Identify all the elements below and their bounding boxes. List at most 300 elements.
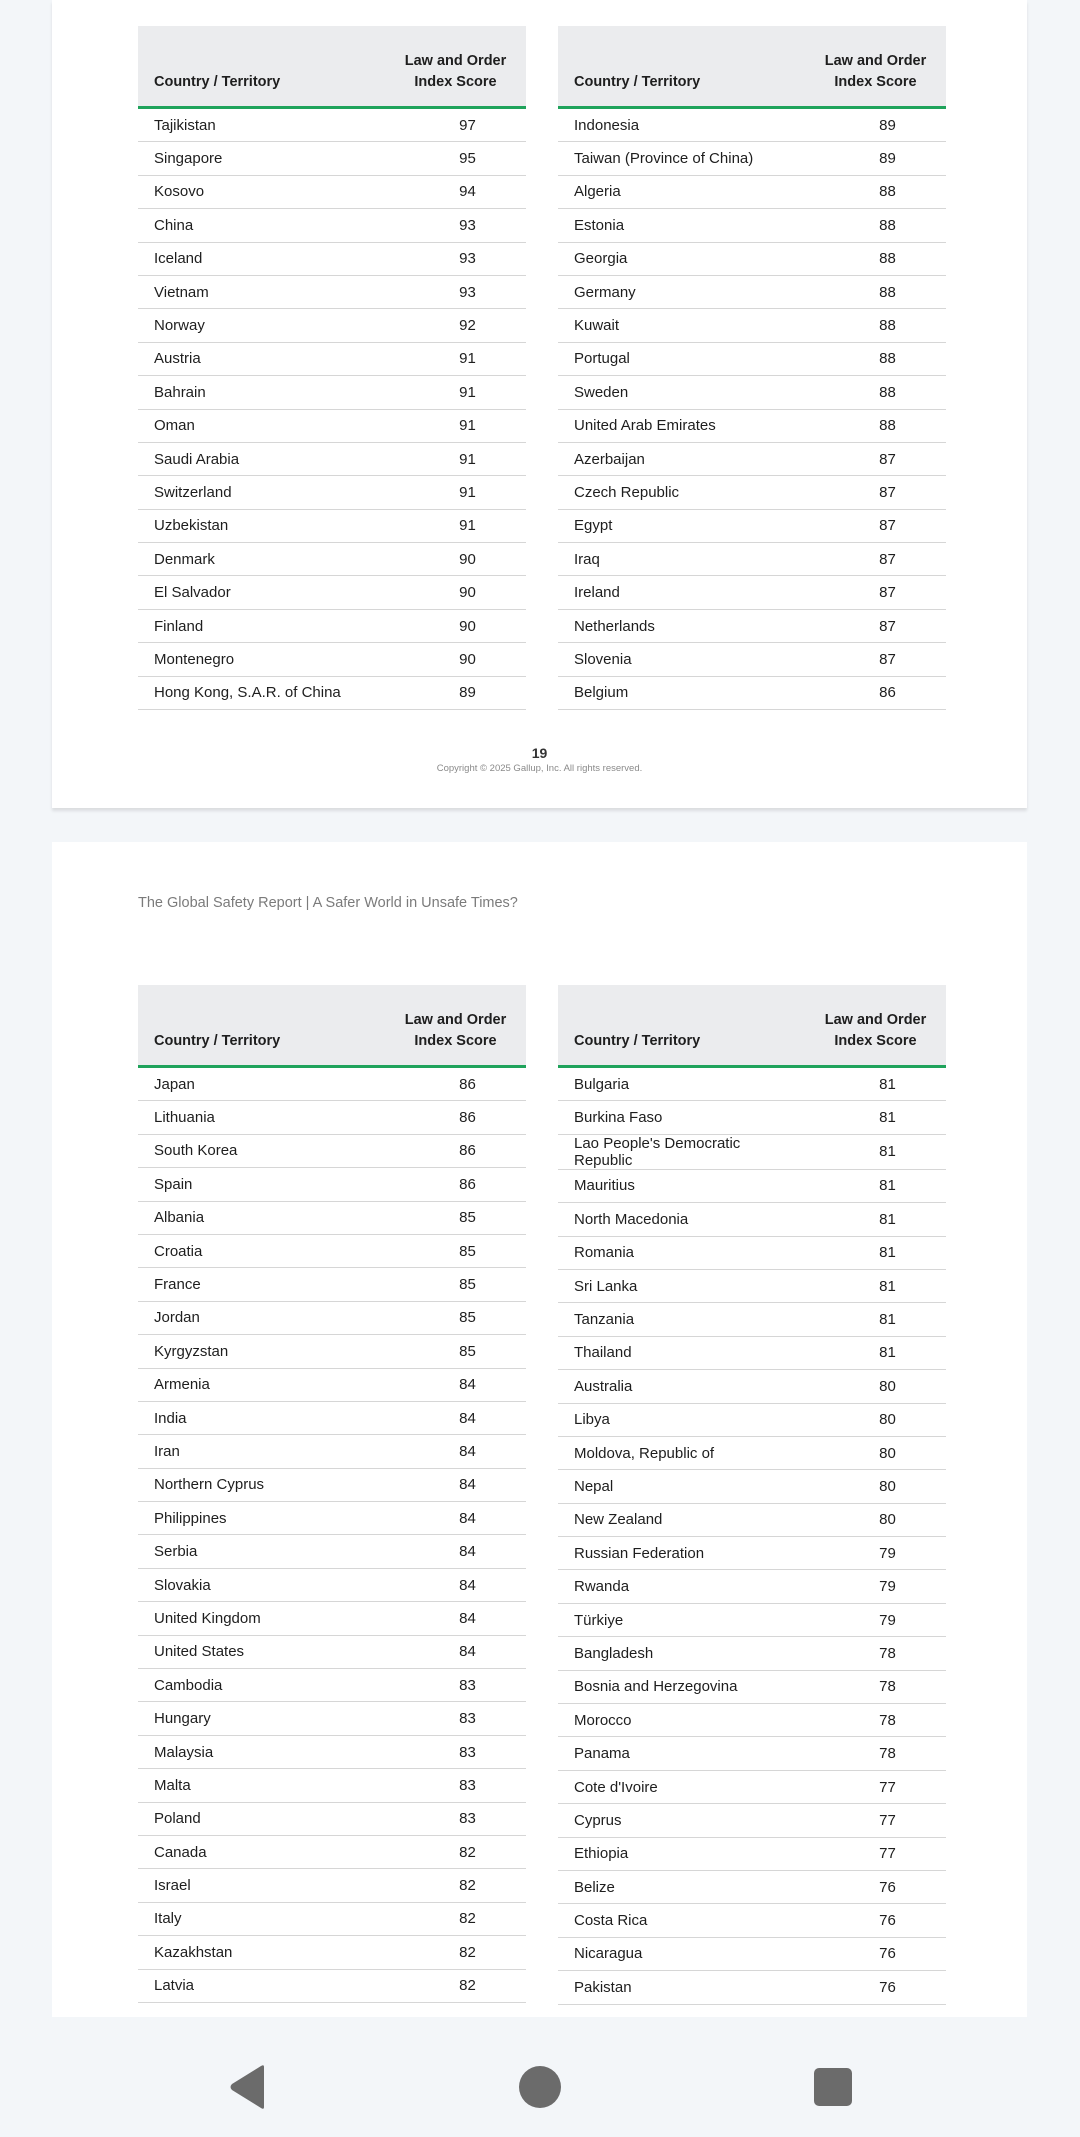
- back-button[interactable]: [220, 2057, 280, 2117]
- score-cell: 82: [385, 1869, 526, 1902]
- score-cell: 88: [805, 275, 946, 308]
- table-row: [558, 1336, 946, 1369]
- table-row: [138, 442, 526, 475]
- table-row: [138, 342, 526, 375]
- score-cell: 88: [805, 309, 946, 342]
- score-cell: 93: [385, 275, 526, 308]
- table-row: [138, 1234, 526, 1267]
- score-cell: 84: [385, 1468, 526, 1501]
- score-cell: 82: [385, 1835, 526, 1868]
- country-cell: Taiwan (Province of China): [558, 142, 805, 175]
- table-header-row: [138, 985, 526, 1067]
- table-row: [558, 1603, 946, 1636]
- table-row: [138, 1802, 526, 1835]
- score-cell: 89: [805, 142, 946, 175]
- country-cell: Jordan: [138, 1301, 385, 1334]
- country-cell: Canada: [138, 1835, 385, 1868]
- score-cell: 84: [385, 1435, 526, 1468]
- table-row: [558, 1503, 946, 1536]
- country-cell: Latvia: [138, 1969, 385, 2002]
- table-row: [138, 309, 526, 342]
- country-cell: Czech Republic: [558, 476, 805, 509]
- home-circle-icon: [510, 2057, 570, 2117]
- country-cell: Algeria: [558, 175, 805, 208]
- table-row: [138, 676, 526, 709]
- score-cell: 78: [805, 1737, 946, 1770]
- table-row: [138, 108, 526, 142]
- page-number: 19: [531, 745, 548, 761]
- country-cell: Japan: [138, 1067, 385, 1101]
- table-row: [138, 576, 526, 609]
- country-cell: Belgium: [558, 676, 805, 709]
- table-row: [138, 509, 526, 542]
- score-cell: 84: [385, 1568, 526, 1601]
- country-cell: Germany: [558, 275, 805, 308]
- table-row: [558, 175, 946, 208]
- table-row: [138, 643, 526, 676]
- score-cell: 87: [805, 643, 946, 676]
- country-cell: France: [138, 1268, 385, 1301]
- score-cell: 86: [385, 1101, 526, 1134]
- table-row: [138, 1969, 526, 2002]
- score-cell: 95: [385, 142, 526, 175]
- score-cell: 82: [385, 1902, 526, 1935]
- table-row: [138, 1301, 526, 1334]
- country-cell: New Zealand: [558, 1503, 805, 1536]
- scores-table-right: [558, 985, 946, 2005]
- score-cell: 81: [805, 1134, 946, 1169]
- country-cell: Uzbekistan: [138, 509, 385, 542]
- score-cell: 80: [805, 1403, 946, 1436]
- country-cell: Spain: [138, 1168, 385, 1201]
- table-row: [558, 1670, 946, 1703]
- table-row: [558, 1470, 946, 1503]
- country-cell: Bangladesh: [558, 1637, 805, 1670]
- scores-table-right: [558, 26, 946, 710]
- score-cell: 81: [805, 1336, 946, 1369]
- score-cell: 81: [805, 1236, 946, 1269]
- table-row: [138, 543, 526, 576]
- country-cell: Türkiye: [558, 1603, 805, 1636]
- country-cell: Azerbaijan: [558, 442, 805, 475]
- country-cell: Australia: [558, 1370, 805, 1403]
- table-row: [558, 1937, 946, 1970]
- country-cell: Northern Cyprus: [138, 1468, 385, 1501]
- score-cell: 86: [385, 1168, 526, 1201]
- table-row: [558, 442, 946, 475]
- table-row: [138, 1902, 526, 1935]
- score-cell: 83: [385, 1702, 526, 1735]
- country-cell: Costa Rica: [558, 1904, 805, 1937]
- country-cell: Kuwait: [558, 309, 805, 342]
- table-row: [558, 643, 946, 676]
- table-row: [558, 209, 946, 242]
- country-cell: China: [138, 209, 385, 242]
- country-cell: Slovakia: [138, 1568, 385, 1601]
- table-row: [558, 676, 946, 709]
- table-header-row: [558, 985, 946, 1067]
- table-row: [138, 409, 526, 442]
- table-row: [138, 1101, 526, 1134]
- country-cell: Cote d'Ivoire: [558, 1770, 805, 1803]
- score-cell: 81: [805, 1269, 946, 1302]
- country-cell: Belize: [558, 1870, 805, 1903]
- score-cell: 82: [385, 1969, 526, 2002]
- score-cell: 92: [385, 309, 526, 342]
- country-cell: Vietnam: [138, 275, 385, 308]
- score-cell: 81: [805, 1203, 946, 1236]
- country-cell: Nicaragua: [558, 1937, 805, 1970]
- score-cell: 84: [385, 1535, 526, 1568]
- table-row: [558, 1537, 946, 1570]
- score-cell: 84: [385, 1502, 526, 1535]
- table-row: [138, 1268, 526, 1301]
- table-row: [138, 1201, 526, 1234]
- country-cell: Burkina Faso: [558, 1101, 805, 1134]
- report-page-19: [52, 0, 1027, 808]
- table-row: [138, 275, 526, 308]
- table-row: [138, 1702, 526, 1735]
- table-header-row: [558, 26, 946, 108]
- column-header-score: Law and Order Index Score: [805, 26, 946, 108]
- copyright-notice: Copyright © 2025 Gallup, Inc. All rights reserved.: [436, 763, 643, 774]
- country-cell: Malta: [138, 1769, 385, 1802]
- country-cell: Mauritius: [558, 1169, 805, 1202]
- country-cell: Armenia: [138, 1368, 385, 1401]
- table-row: [138, 1502, 526, 1535]
- country-cell: Poland: [138, 1802, 385, 1835]
- table-row: [558, 1804, 946, 1837]
- column-header-country: Country / Territory: [138, 985, 385, 1067]
- country-cell: Ethiopia: [558, 1837, 805, 1870]
- table-row: [138, 1134, 526, 1167]
- country-cell: Singapore: [138, 142, 385, 175]
- score-cell: 77: [805, 1770, 946, 1803]
- table-row: [558, 1737, 946, 1770]
- score-cell: 79: [805, 1603, 946, 1636]
- country-cell: Iceland: [138, 242, 385, 275]
- recents-button[interactable]: [803, 2057, 863, 2117]
- score-cell: 77: [805, 1837, 946, 1870]
- score-cell: 82: [385, 1936, 526, 1969]
- country-cell: Kyrgyzstan: [138, 1335, 385, 1368]
- country-cell: Serbia: [138, 1535, 385, 1568]
- country-cell: Croatia: [138, 1234, 385, 1267]
- table-row: [558, 309, 946, 342]
- table-row: [138, 1535, 526, 1568]
- score-cell: 83: [385, 1769, 526, 1802]
- score-cell: 76: [805, 1870, 946, 1903]
- score-cell: 76: [805, 1904, 946, 1937]
- score-cell: 88: [805, 209, 946, 242]
- country-cell: Austria: [138, 342, 385, 375]
- country-cell: Norway: [138, 309, 385, 342]
- country-cell: Israel: [138, 1869, 385, 1902]
- score-cell: 90: [385, 609, 526, 642]
- score-cell: 91: [385, 409, 526, 442]
- score-cell: 91: [385, 376, 526, 409]
- column-header-score: Law and Order Index Score: [805, 985, 946, 1067]
- country-cell: Denmark: [138, 543, 385, 576]
- table-row: [558, 1236, 946, 1269]
- table-row: [558, 1169, 946, 1202]
- country-cell: Bosnia and Herzegovina: [558, 1670, 805, 1703]
- table-row: [558, 1971, 946, 2004]
- score-cell: 80: [805, 1470, 946, 1503]
- home-button[interactable]: [510, 2057, 570, 2117]
- table-row: [138, 1769, 526, 1802]
- score-cell: 85: [385, 1234, 526, 1267]
- score-cell: 76: [805, 1971, 946, 2004]
- score-cell: 91: [385, 509, 526, 542]
- table-row: [558, 1570, 946, 1603]
- scores-table-left: [138, 26, 526, 710]
- table-row: [138, 1602, 526, 1635]
- report-page-20: [52, 842, 1027, 2017]
- score-cell: 78: [805, 1670, 946, 1703]
- score-cell: 88: [805, 175, 946, 208]
- score-cell: 87: [805, 509, 946, 542]
- table-row: [558, 1067, 946, 1101]
- country-cell: Portugal: [558, 342, 805, 375]
- country-cell: Sri Lanka: [558, 1269, 805, 1302]
- score-cell: 93: [385, 209, 526, 242]
- table-row: [558, 576, 946, 609]
- score-cell: 88: [805, 242, 946, 275]
- table-row: [138, 1568, 526, 1601]
- score-cell: 87: [805, 442, 946, 475]
- country-cell: North Macedonia: [558, 1203, 805, 1236]
- table-row: [558, 1904, 946, 1937]
- column-header-country: Country / Territory: [558, 985, 805, 1067]
- country-cell: Switzerland: [138, 476, 385, 509]
- country-cell: Hungary: [138, 1702, 385, 1735]
- scores-table-left: [138, 985, 526, 2003]
- score-cell: 80: [805, 1503, 946, 1536]
- country-cell: Tajikistan: [138, 108, 385, 142]
- table-row: [138, 1368, 526, 1401]
- table-row: [558, 376, 946, 409]
- score-cell: 91: [385, 476, 526, 509]
- country-cell: Romania: [558, 1236, 805, 1269]
- country-cell: Italy: [138, 1902, 385, 1935]
- column-header-country: Country / Territory: [138, 26, 385, 108]
- country-cell: Lao People's Democratic Republic: [558, 1134, 805, 1169]
- score-cell: 86: [385, 1134, 526, 1167]
- country-cell: Iraq: [558, 543, 805, 576]
- table-row: [138, 1835, 526, 1868]
- country-cell: Libya: [558, 1403, 805, 1436]
- table-row: [138, 1401, 526, 1434]
- country-cell: Panama: [558, 1737, 805, 1770]
- country-cell: Russian Federation: [558, 1537, 805, 1570]
- score-cell: 85: [385, 1201, 526, 1234]
- table-row: [558, 543, 946, 576]
- table-row: [558, 1134, 946, 1169]
- table-row: [138, 142, 526, 175]
- country-cell: Hong Kong, S.A.R. of China: [138, 676, 385, 709]
- table-row: [558, 409, 946, 442]
- country-cell: South Korea: [138, 1134, 385, 1167]
- back-triangle-icon: [220, 2057, 280, 2117]
- country-cell: Saudi Arabia: [138, 442, 385, 475]
- country-cell: Estonia: [558, 209, 805, 242]
- score-cell: 77: [805, 1804, 946, 1837]
- table-row: [558, 1637, 946, 1670]
- country-cell: Kazakhstan: [138, 1936, 385, 1969]
- country-cell: Thailand: [558, 1336, 805, 1369]
- country-cell: Rwanda: [558, 1570, 805, 1603]
- table-row: [558, 1203, 946, 1236]
- score-cell: 86: [385, 1067, 526, 1101]
- score-cell: 87: [805, 609, 946, 642]
- country-cell: Albania: [138, 1201, 385, 1234]
- score-cell: 79: [805, 1537, 946, 1570]
- table-row: [138, 1168, 526, 1201]
- table-row: [558, 342, 946, 375]
- score-cell: 89: [805, 108, 946, 142]
- table-row: [558, 142, 946, 175]
- table-row: [138, 609, 526, 642]
- score-cell: 76: [805, 1937, 946, 1970]
- country-cell: Egypt: [558, 509, 805, 542]
- score-cell: 88: [805, 342, 946, 375]
- score-cell: 88: [805, 376, 946, 409]
- country-cell: Cambodia: [138, 1669, 385, 1702]
- score-cell: 78: [805, 1637, 946, 1670]
- table-row: [138, 1635, 526, 1668]
- score-cell: 86: [805, 676, 946, 709]
- column-header-score: Law and Order Index Score: [385, 26, 526, 108]
- table-row: [558, 509, 946, 542]
- country-cell: Netherlands: [558, 609, 805, 642]
- country-cell: Finland: [138, 609, 385, 642]
- country-cell: Pakistan: [558, 1971, 805, 2004]
- score-cell: 81: [805, 1169, 946, 1202]
- column-header-country: Country / Territory: [558, 26, 805, 108]
- score-cell: 87: [805, 543, 946, 576]
- score-cell: 84: [385, 1602, 526, 1635]
- country-cell: El Salvador: [138, 576, 385, 609]
- score-cell: 83: [385, 1802, 526, 1835]
- country-cell: Iran: [138, 1435, 385, 1468]
- country-cell: Slovenia: [558, 643, 805, 676]
- table-row: [138, 1669, 526, 1702]
- table-row: [138, 1735, 526, 1768]
- score-cell: 94: [385, 175, 526, 208]
- country-cell: Oman: [138, 409, 385, 442]
- country-cell: Tanzania: [558, 1303, 805, 1336]
- table-row: [558, 1303, 946, 1336]
- score-cell: 89: [385, 676, 526, 709]
- score-cell: 88: [805, 409, 946, 442]
- table-row: [558, 1269, 946, 1302]
- country-cell: Moldova, Republic of: [558, 1436, 805, 1469]
- recents-square-icon: [803, 2057, 863, 2117]
- table-row: [138, 1067, 526, 1101]
- android-navigation-bar: [0, 2017, 1080, 2137]
- score-cell: 90: [385, 643, 526, 676]
- table-row: [558, 1370, 946, 1403]
- country-cell: Nepal: [558, 1470, 805, 1503]
- table-header-row: [138, 26, 526, 108]
- table-row: [558, 1101, 946, 1134]
- country-cell: Malaysia: [138, 1735, 385, 1768]
- table-row: [558, 609, 946, 642]
- score-cell: 80: [805, 1436, 946, 1469]
- table-row: [558, 476, 946, 509]
- country-cell: Kosovo: [138, 175, 385, 208]
- table-row: [558, 1837, 946, 1870]
- table-row: [138, 242, 526, 275]
- table-row: [558, 108, 946, 142]
- country-cell: Bulgaria: [558, 1067, 805, 1101]
- country-cell: Indonesia: [558, 108, 805, 142]
- country-cell: Cyprus: [558, 1804, 805, 1837]
- country-cell: Georgia: [558, 242, 805, 275]
- score-cell: 78: [805, 1704, 946, 1737]
- score-cell: 81: [805, 1303, 946, 1336]
- score-cell: 87: [805, 476, 946, 509]
- table-row: [138, 1869, 526, 1902]
- column-header-score: Law and Order Index Score: [385, 985, 526, 1067]
- score-cell: 93: [385, 242, 526, 275]
- score-cell: 97: [385, 108, 526, 142]
- country-cell: United Kingdom: [138, 1602, 385, 1635]
- score-cell: 83: [385, 1735, 526, 1768]
- table-row: [138, 175, 526, 208]
- country-cell: United Arab Emirates: [558, 409, 805, 442]
- score-cell: 90: [385, 543, 526, 576]
- country-cell: Philippines: [138, 1502, 385, 1535]
- score-cell: 81: [805, 1101, 946, 1134]
- country-cell: Lithuania: [138, 1101, 385, 1134]
- table-row: [558, 1870, 946, 1903]
- table-row: [138, 1335, 526, 1368]
- country-cell: Ireland: [558, 576, 805, 609]
- table-row: [138, 476, 526, 509]
- country-cell: Sweden: [558, 376, 805, 409]
- score-cell: 85: [385, 1335, 526, 1368]
- country-cell: Montenegro: [138, 643, 385, 676]
- score-cell: 91: [385, 442, 526, 475]
- score-cell: 84: [385, 1401, 526, 1434]
- score-cell: 85: [385, 1268, 526, 1301]
- table-row: [138, 1936, 526, 1969]
- table-row: [558, 275, 946, 308]
- report-running-header: The Global Safety Report | A Safer World in Unsafe Times?: [138, 895, 518, 911]
- country-cell: Bahrain: [138, 376, 385, 409]
- score-cell: 80: [805, 1370, 946, 1403]
- score-cell: 81: [805, 1067, 946, 1101]
- score-cell: 85: [385, 1301, 526, 1334]
- table-row: [138, 1435, 526, 1468]
- table-row: [558, 1436, 946, 1469]
- score-cell: 84: [385, 1368, 526, 1401]
- score-cell: 90: [385, 576, 526, 609]
- table-row: [138, 376, 526, 409]
- score-cell: 79: [805, 1570, 946, 1603]
- country-cell: United States: [138, 1635, 385, 1668]
- table-row: [558, 1770, 946, 1803]
- country-cell: India: [138, 1401, 385, 1434]
- table-row: [558, 1704, 946, 1737]
- score-cell: 84: [385, 1635, 526, 1668]
- table-row: [558, 242, 946, 275]
- table-row: [558, 1403, 946, 1436]
- table-row: [138, 209, 526, 242]
- table-row: [138, 1468, 526, 1501]
